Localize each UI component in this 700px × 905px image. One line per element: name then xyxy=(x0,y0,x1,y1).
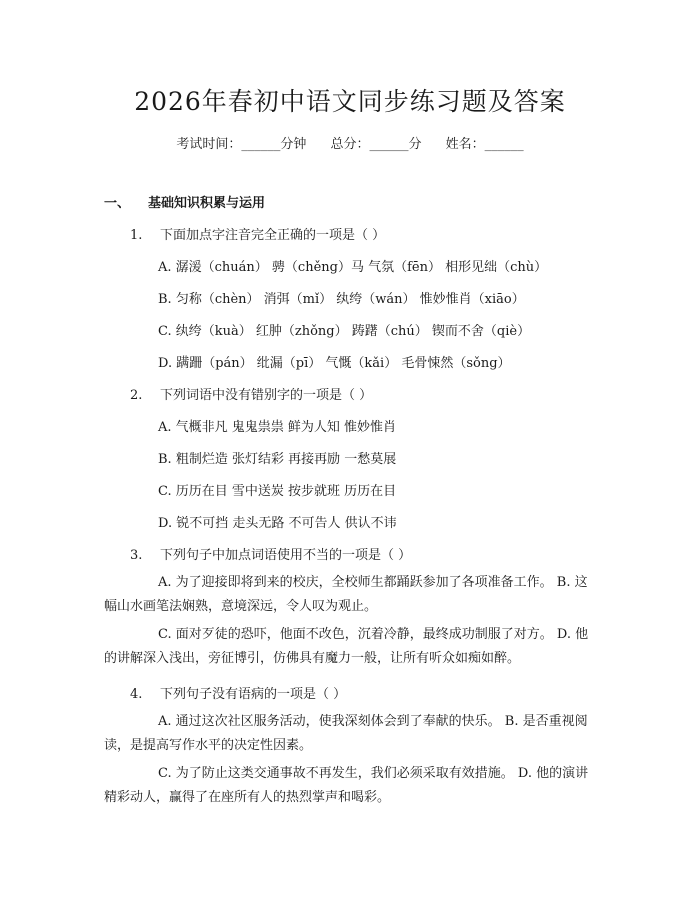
section-title: 基础知识积累与运用 xyxy=(148,196,266,211)
question-option: A. 潺湲（chuán） 骋（chěng）马 气氛（fēn） 相形见绌（chù） xyxy=(158,260,548,275)
question-stem xyxy=(130,384,372,403)
question-option: D. 锐不可挡 走头无路 不可告人 供认不讳 xyxy=(158,516,397,531)
student-name-field: 姓名：______ xyxy=(445,137,524,152)
total-score-field: 总分：______分 xyxy=(330,137,422,152)
question-option: C. 纨绔（kuà） 红肿（zhǒng） 踌躇（chú） 锲而不舍（qiè） xyxy=(158,324,531,339)
question-number: 2. xyxy=(130,388,143,403)
question-text: 下列句子中加点词语使用不当的一项是（ ） xyxy=(160,548,412,563)
question-option: B. 匀称（chèn） 消弭（mǐ） 纨绔（wán） 惟妙惟肖（xiāo） xyxy=(158,292,525,307)
question-option: B. 粗制烂造 张灯结彩 再接再励 一愁莫展 xyxy=(158,452,397,467)
question-paragraph: A. 为了迎接即将到来的校庆，全校师生都踊跃参加了各项准备工作。 B. 这幅山水画笔法娴熟，意境深远，令人叹为观止。 xyxy=(104,575,588,614)
question-paragraph: A. 通过这次社区服务活动，使我深刻体会到了奉献的快乐。 B. 是否重视阅读，是提高写作水平的决定性因素。 xyxy=(104,714,588,753)
question-number: 3. xyxy=(130,548,143,563)
question-option: A. 气概非凡 鬼鬼祟祟 鲜为人知 惟妙惟肖 xyxy=(158,420,397,435)
question-number: 4. xyxy=(130,687,143,702)
document-title: 2026年春初中语文同步练习题及答案 xyxy=(134,87,566,116)
question-stem xyxy=(130,544,411,563)
question-paragraph: C. 为了防止这类交通事故不再发生，我们必须采取有效措施。 D. 他的演讲精彩动人，赢得了在座所有人的热烈掌声和喝彩。 xyxy=(104,766,589,805)
section-number: 一、 xyxy=(104,196,131,211)
question-option: C. 历历在目 雪中送炭 按步就班 历历在目 xyxy=(158,484,397,499)
question-stem xyxy=(130,224,385,243)
question-paragraph: C. 面对歹徒的恐吓，他面不改色，沉着冷静，最终成功制服了对方。 D. 他的讲解深入浅出，旁征博引，仿佛具有魔力一般，让所有听众如痴如醉。 xyxy=(104,627,589,666)
exam-time-field: 考试时间：______分钟 xyxy=(176,137,307,152)
question-stem xyxy=(130,683,346,702)
question-text: 下面加点字注音完全正确的一项是（ ） xyxy=(160,228,386,243)
question-text: 下列词语中没有错别字的一项是（ ） xyxy=(160,388,373,403)
question-text: 下列句子没有语病的一项是（ ） xyxy=(160,687,347,702)
exam-info-line xyxy=(0,133,700,152)
question-number: 1. xyxy=(130,228,143,243)
section-heading xyxy=(104,192,265,211)
question-option: D. 蹒跚（pán） 纰漏（pī） 气慨（kǎi） 毛骨悚然（sǒng） xyxy=(158,356,511,371)
